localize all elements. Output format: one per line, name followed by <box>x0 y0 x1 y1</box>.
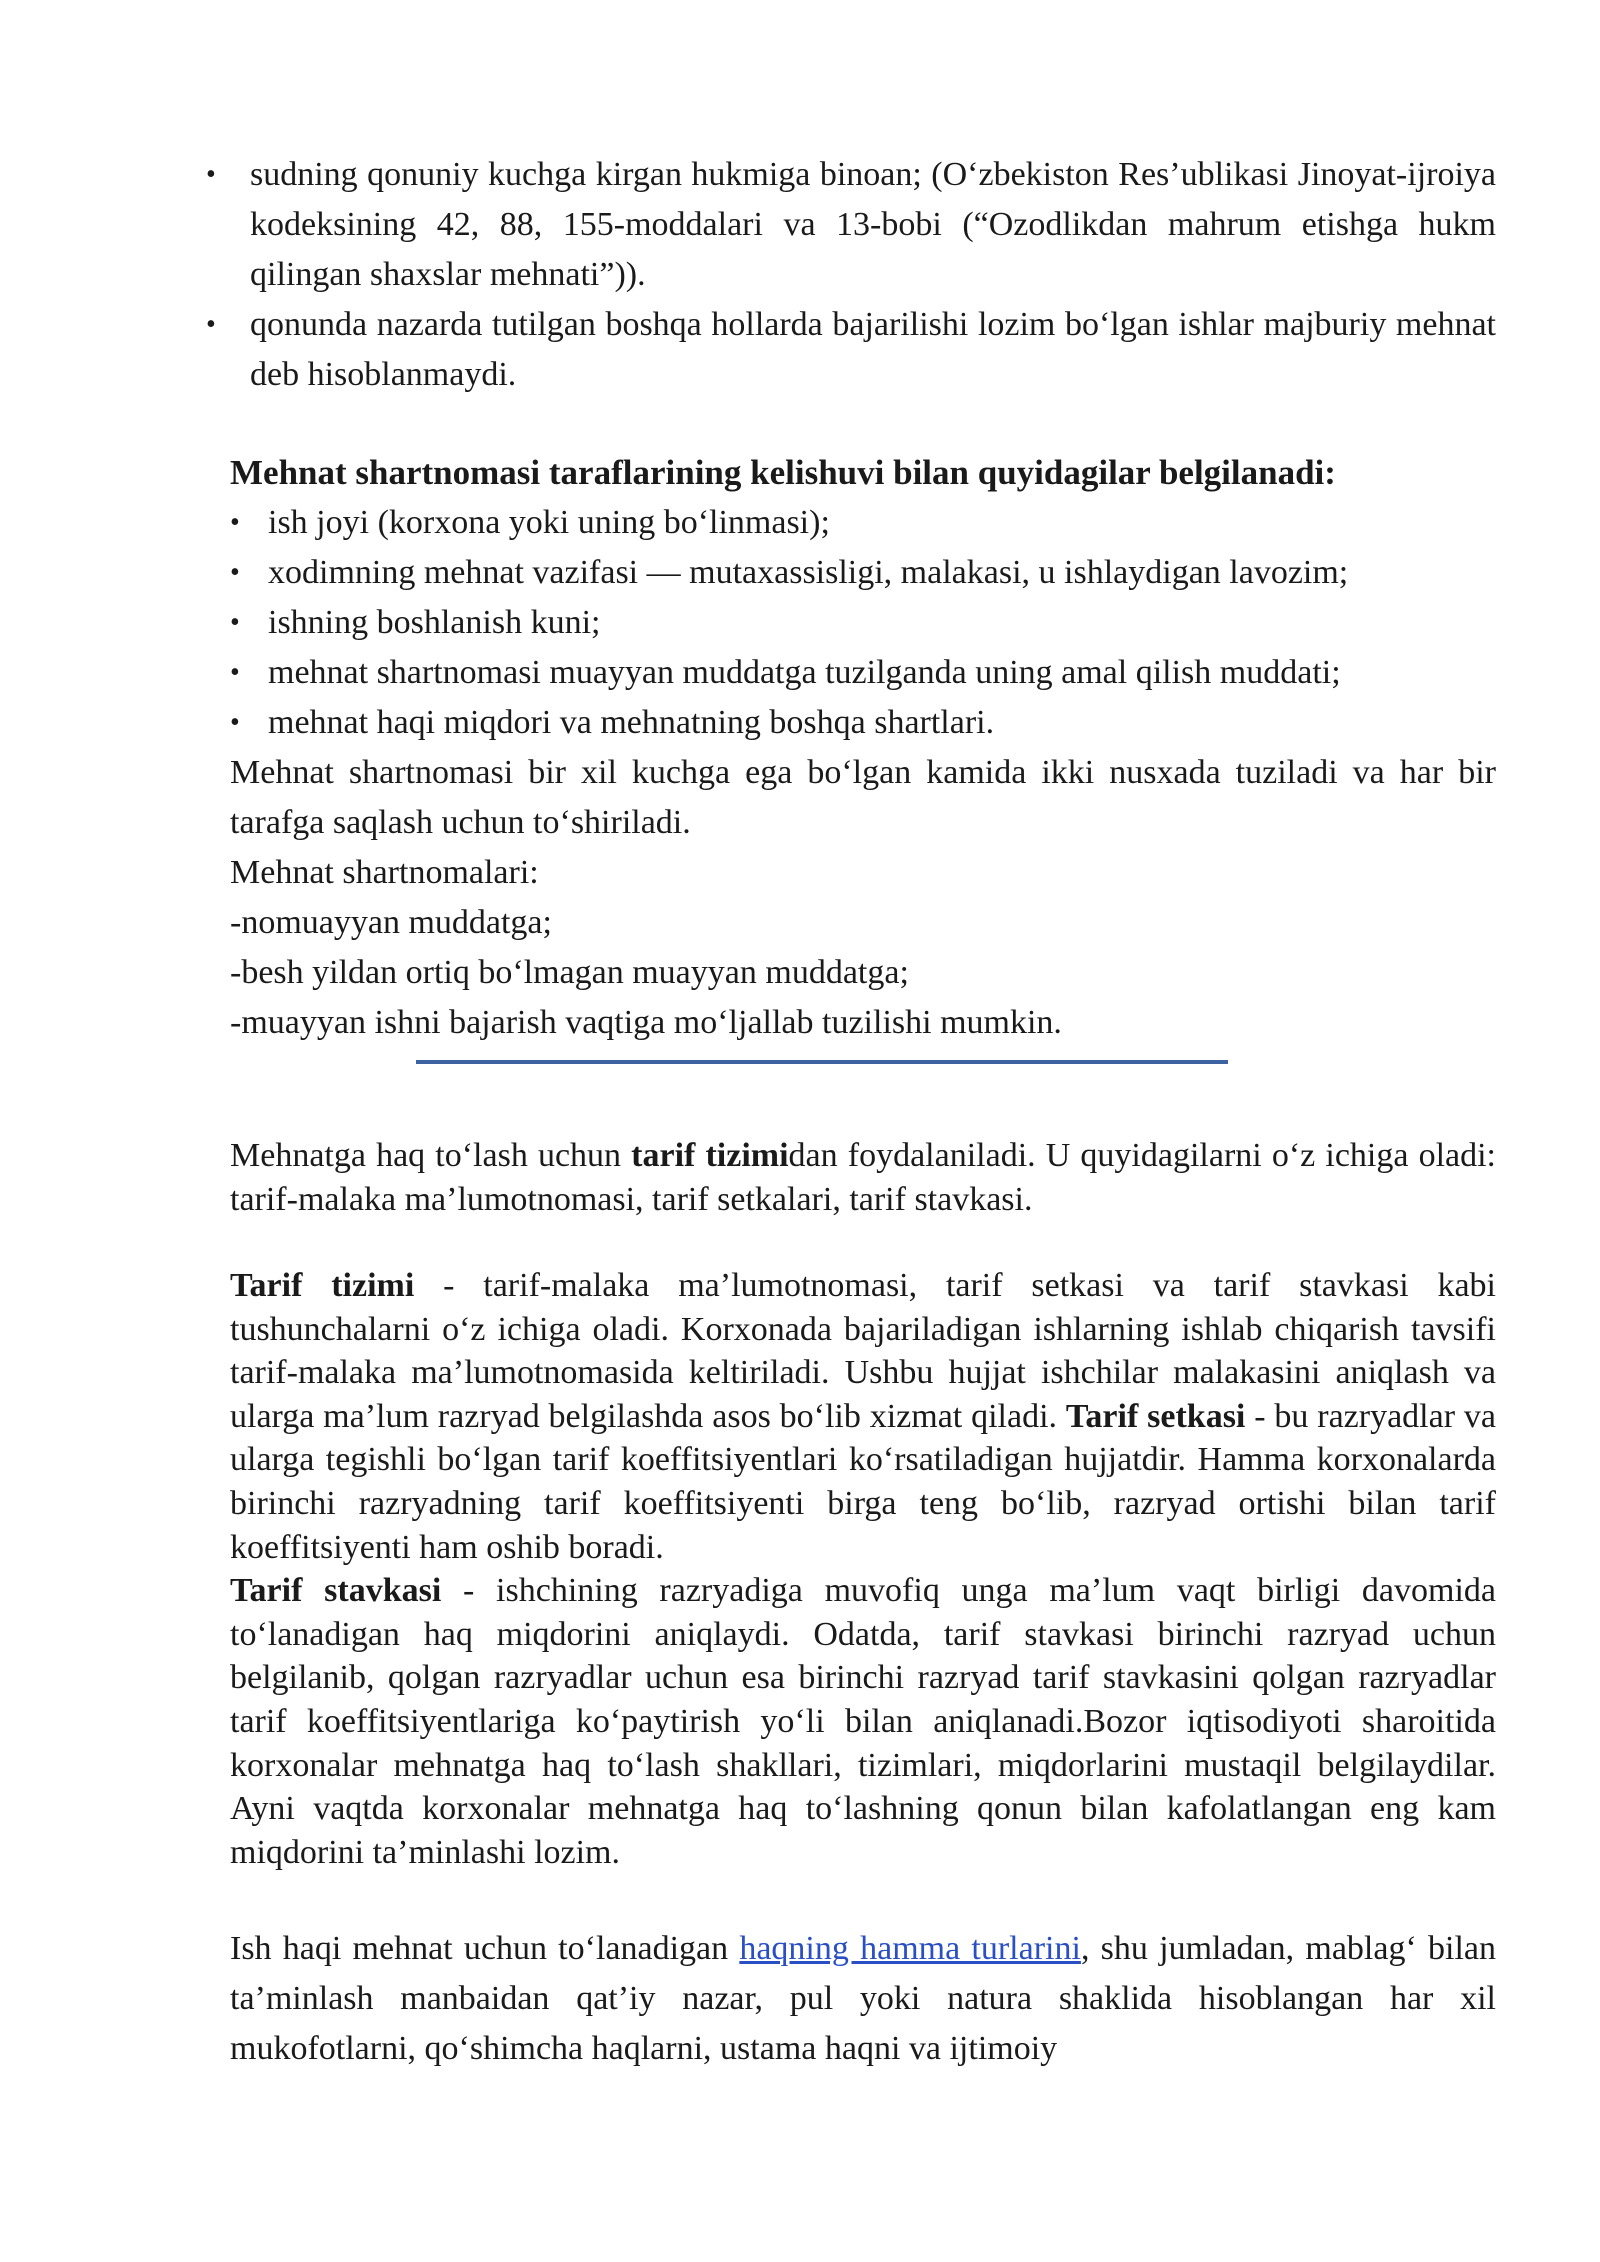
bullet-icon: • <box>230 607 240 638</box>
bullet-icon: • <box>230 657 240 688</box>
horizontal-divider <box>416 1060 1228 1064</box>
list-item: • mehnat haqi miqdori va mehnatning boshqa shartlari. <box>230 698 1530 748</box>
paragraph: Mehnat shartnomasi bir xil kuchga ega bo‘lgan kamida ikki nusxada tuziladi va har bir tarafga saqlash uchun to‘shiriladi. <box>230 754 1496 841</box>
list-item: • mehnat shartnomasi muayyan muddatga tuzilganda uning amal qilish muddati; <box>230 648 1530 698</box>
bold-term: tarif tizimi <box>631 1137 789 1174</box>
contract-copies-paragraph <box>230 748 1496 1048</box>
list-item: • qonunda nazarda tutilgan boshqa hollarda bajarilishi lozim bo‘lgan ishlar majburiy mehnat deb hisoblanmaydi. <box>200 300 1496 400</box>
bullet-list-contract-terms <box>230 498 1530 748</box>
list-item: • xodimning mehnat vazifasi — mutaxassisligi, malakasi, u ishlaydigan lavozim; <box>230 548 1530 598</box>
bold-term: Tarif setkasi <box>1065 1397 1246 1435</box>
bold-term: Tarif tizimi <box>230 1267 415 1304</box>
tariff-definitions-paragraph <box>230 1264 1496 1874</box>
bullet-list-exceptions <box>200 150 1496 400</box>
paragraph: -nomuayyan muddatga; <box>230 904 552 941</box>
section-heading: Mehnat shartnomasi taraflarining kelishuvi bilan quyidagilar belgilanadi: <box>230 453 1336 492</box>
list-item: • ishning boshlanish kuni; <box>230 598 1530 648</box>
bullet-icon: • <box>230 707 240 738</box>
bullet-icon: • <box>206 309 216 340</box>
list-item: • ish joyi (korxona yoki uning bo‘linmasi); <box>230 498 1530 548</box>
paragraph: -besh yildan ortiq bo‘lmagan muayyan muddatga; <box>230 954 909 991</box>
wage-paragraph <box>230 1924 1496 2074</box>
paragraph: Mehnat shartnomalari: <box>230 854 539 891</box>
paragraph: Tarif tizimi - tarif-malaka ma’lumotnomasi, tarif setkasi va tarif stavkasi kabi tushunchalarni o‘z ichiga oladi. Korxonada bajariladigan ishlarning ishlab chiqarish tavsifi tarif-malaka ma’lumotnomasida keltiriladi. Ushbu hujjat ishchilar malakasini aniqlash va ularga ma’lum razryad belgilashda asos bo‘lib xizmat qiladi. Tarif setkasi - bu razryadlar va ularga tegishli bo‘lgan tarif koeffitsiyentlari ko‘rsatiladigan hujjatdir. Hamma korxonalarda birinchi razryadning tarif koeffitsiyenti birga teng bo‘lib, razryad ortishi bilan tarif koeffitsiyenti ham oshib boradi. <box>230 1267 1496 1566</box>
paragraph: Ish haqi mehnat uchun to‘lanadigan haqning hamma turlarini, shu jumladan, mablag‘ bilan ta’minlash manbaidan qat’iy nazar, pul yoki natura shaklida hisoblangan har xil mukofotlarni, qo‘shimcha haqlarni, ustama haqni va ijtimoiy <box>230 1930 1496 2067</box>
list-item: • sudning qonuniy kuchga kirgan hukmiga binoan; (O‘zbekiston Res’ublikasi Jinoyat-ijroiya kodeksining 42, 88, 155-moddalari va 13-bobi (“Ozodlikdan mahrum etishga hukm qilingan shaxslar mehnati”)). <box>200 150 1496 300</box>
bullet-icon: • <box>206 159 216 190</box>
bold-term: Tarif stavkasi <box>230 1572 442 1610</box>
paragraph: -muayyan ishni bajarish vaqtiga mo‘ljallab tuzilishi mumkin. <box>230 1004 1062 1041</box>
paragraph: Mehnatga haq to‘lash uchun tarif tizimidan foydalaniladi. U quyidagilarni o‘z ichiga oladi: tarif-malaka ma’lumotnomasi, tarif setkalari, tarif stavkasi. <box>230 1137 1497 1218</box>
tariff-intro-paragraph <box>230 1134 1496 1222</box>
bullet-icon: • <box>230 507 240 538</box>
bullet-icon: • <box>230 557 240 588</box>
wage-types-link[interactable]: haqning hamma turlarini <box>739 1930 1081 1967</box>
paragraph: Tarif stavkasi - ishchining razryadiga muvofiq unga ma’lum vaqt birligi davomida to‘lanadigan haq miqdorini aniqlaydi. Odatda, tarif stavkasi birinchi razryad uchun belgilanib, qolgan razryadlar uchun esa birinchi razryad tarif stavkasini qolgan razryadlar tarif koeffitsiyentlariga ko‘paytirish yo‘li bilan aniqlanadi.Bozor iqtisodiyoti sharoitida korxonalar mehnatga haq to‘lash shakllari, tizimlari, miqdorlarini mustaqil belgilaydilar. Ayni vaqtda korxonalar mehnatga haq to‘lashning qonun bilan kafolatlangan eng kam miqdorini ta’minlashi lozim. <box>230 1572 1496 1871</box>
